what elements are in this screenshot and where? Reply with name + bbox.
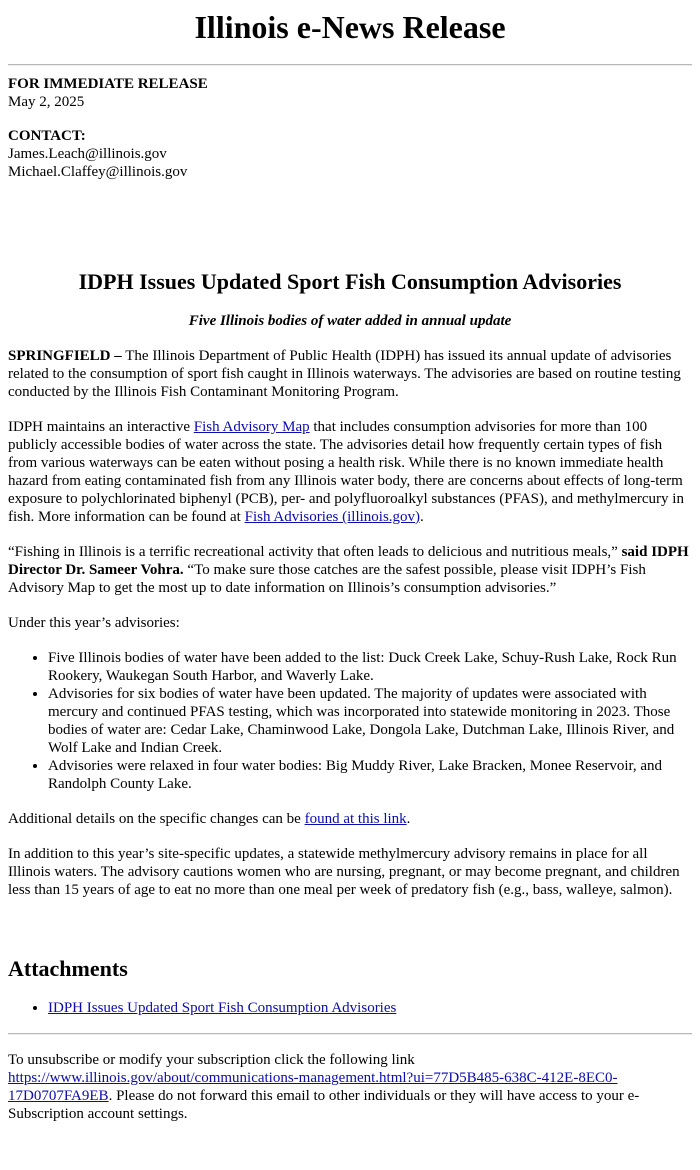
paragraph-map-text: that includes consumption advisories for more than 100 publicly accessible bodies of water across the state. The advisories detail how frequently certain types of fish from various waterways can be eaten without posing a health risk. While there is no known immediate health hazard from eating contaminated fish from any Illinois water body, there are concerns about effects of long-term exposure to polychlorinated biphenyl (PCB), per- and polyfluoroalkyl substances (PFAS), and methylmercury in fish. More information can be found at [8,419,684,525]
unsubscribe-text: . Please do not forward this email to other individuals or they will have access to your e-Subscription account settings. [8,1088,640,1122]
quote-attribution: said IDPH Director Dr. Sameer Vohra. [8,544,689,578]
unsubscribe-notice [8,1051,692,1123]
contact-email: Michael.Claffey@illinois.gov [8,164,188,180]
unsubscribe-link[interactable]: https://www.illinois.gov/about/communications-management.html?ui=77D5B485-638C-412E-8EC0-17D0707FA9EB [8,1070,618,1104]
release-date: May 2, 2025 [8,94,85,110]
unsubscribe-text: To unsubscribe or modify your subscription click the following link [8,1052,415,1068]
paragraph-quote [8,543,692,597]
paragraph-details-text: . [406,811,411,827]
paragraph-details [8,810,692,828]
paragraph-map-text: . [420,509,424,525]
paragraph-intro [8,347,692,401]
fish-advisories-link[interactable]: Fish Advisories (illinois.gov) [244,509,421,525]
list-item: • Advisories were relaxed in four water bodies: Big Muddy River, Lake Bracken, Monee Reservoir, and Randolph County Lake. [48,757,692,793]
release-label: FOR IMMEDIATE RELEASE [8,76,208,92]
header-divider [8,64,692,66]
paragraph-details-text: Additional details on the specific changes can be [8,811,305,827]
paragraph-intro-text: The Illinois Department of Public Health (IDPH) has issued its annual update of advisories related to the consumption of sport fish caught in Illinois waterways. The advisories are based on routine testing conducted by the Illinois Fish Contaminant Monitoring Program. [8,348,681,400]
contact-email: James.Leach@illinois.gov [8,146,167,162]
quote-text: “Fishing in Illinois is a terrific recreational activity that often leads to delicious and nutritious meals,” [8,544,622,560]
attachments-heading: Attachments [8,956,128,981]
details-link[interactable]: found at this link [304,811,407,827]
paragraph-map [8,418,692,526]
advisories-list [8,649,692,793]
list-item [48,999,692,1017]
page-title: Illinois e-News Release [194,9,506,45]
attachments-list [8,999,692,1017]
article-headline: IDPH Issues Updated Sport Fish Consumption Advisories [78,269,622,294]
paragraph-methylmercury: In addition to this year’s site-specific updates, a statewide methylmercury advisory remains in place for all Illinois waters. The advisory cautions women who are nursing, pregnant, or may become pregnant, and children less than 15 years of age to eat no more than one meal per week of predatory fish (e.g., bass, walleye, salmon). [8,846,680,898]
contact-block [8,127,692,181]
list-item: • Advisories for six bodies of water have been updated. The majority of updates were associated with mercury and continued PFAS testing, which was incorporated into statewide monitoring in 2023. Those bodies of water are: Cedar Lake, Chaminwood Lake, Dongola Lake, Dutchman Lake, Illinois River, and Wolf Lake and Indian Creek. [48,685,692,757]
dateline: SPRINGFIELD – [8,348,122,364]
contact-label: CONTACT: [8,128,86,144]
article-subtitle: Five Illinois bodies of water added in annual update [188,313,512,329]
quote-text: “To make sure those catches are the safest possible, please visit IDPH’s Fish Advisory Map to get the most up to date information on Illinois’s consumption advisories.” [8,562,646,596]
attachment-link[interactable]: IDPH Issues Updated Sport Fish Consumption Advisories [48,1000,397,1016]
paragraph-map-text: IDPH maintains an interactive [8,419,194,435]
list-item: • Five Illinois bodies of water have been added to the list: Duck Creek Lake, Schuy-Rush Lake, Rock Run Rookery, Waukegan South Harbor, and Waverly Lake. [48,649,692,685]
footer-divider [8,1033,692,1035]
paragraph-advisories-intro: Under this year’s advisories: [8,615,180,631]
release-info [8,75,692,111]
fish-advisory-map-link[interactable]: Fish Advisory Map [193,419,310,435]
